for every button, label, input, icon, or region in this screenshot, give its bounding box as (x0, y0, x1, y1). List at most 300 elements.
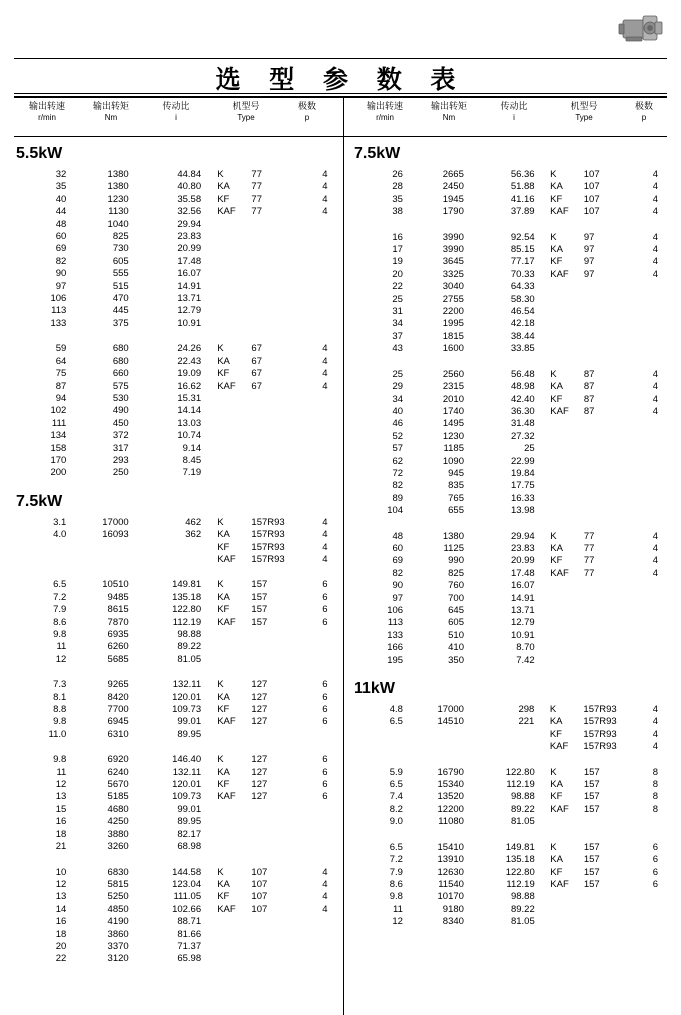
cell-ratio: 27.32 (510, 430, 535, 442)
cell-ratio: 89.22 (177, 641, 202, 653)
cell-type-size (584, 630, 639, 642)
cell-ratio: 135.18 (505, 854, 535, 866)
cell-ratio: 135.18 (172, 591, 202, 603)
cell-type-prefix (217, 654, 251, 666)
cell-ratio: 112.19 (506, 878, 535, 890)
cell-spacer (201, 443, 217, 455)
cell-type-prefix (217, 305, 251, 317)
cell-type-prefix (217, 916, 251, 928)
cell-output-torque: 5670 (107, 779, 129, 791)
cell-type-prefix: KF (550, 866, 563, 878)
cell-output-torque (66, 554, 128, 566)
cell-ratio: 42.40 (510, 393, 535, 405)
cell-type-size (251, 231, 307, 243)
cell-output-speed: 195 (387, 654, 404, 666)
header-right-torque: 输出转矩 Nm (430, 101, 467, 122)
cell-output-speed: 25 (392, 293, 403, 305)
cell-ratio (464, 729, 534, 741)
cell-spacer (201, 368, 217, 380)
cell-pole-count (639, 318, 672, 330)
cell-output-speed: 9.8 (53, 716, 67, 728)
table-row (352, 642, 672, 654)
cell-output-speed: 69 (55, 243, 67, 255)
cell-output-speed: 9.8 (53, 754, 67, 766)
cell-output-speed: 48 (392, 530, 404, 542)
cell-output-torque: 11540 (438, 878, 464, 890)
cell-type-size: 157R93 (251, 529, 285, 541)
cell-spacer (535, 443, 551, 455)
cell-output-torque (403, 729, 464, 741)
cell-type-size (584, 331, 639, 343)
cell-spacer (201, 256, 217, 268)
cell-output-speed: 60 (392, 542, 404, 554)
cell-pole-count: 6 (322, 679, 328, 691)
header-left-type: 机型号 Type (232, 101, 260, 122)
cell-pole-count (639, 605, 672, 617)
table-row (14, 169, 342, 181)
cell-type-prefix (550, 318, 584, 330)
cell-pole-count: 4 (652, 256, 658, 268)
cell-ratio: 64.33 (510, 281, 535, 293)
column-separator (343, 96, 344, 1015)
cell-output-speed: 21 (55, 841, 67, 853)
cell-type-prefix: KAF (217, 716, 236, 728)
cell-output-speed (14, 554, 66, 566)
spec-group (14, 679, 342, 741)
cell-output-torque: 2560 (442, 368, 464, 380)
header-right-type: 机型号 Type (570, 101, 598, 122)
cell-type-size: 107 (583, 206, 600, 218)
cell-type-size (584, 318, 639, 330)
table-row (352, 256, 672, 268)
cell-output-speed: 5.9 (389, 766, 403, 778)
cell-pole-count: 4 (652, 405, 658, 417)
table-row (352, 891, 672, 903)
cell-type-size: 77 (251, 193, 262, 205)
cell-output-speed: 18 (55, 828, 67, 840)
cell-output-speed: 22 (392, 281, 403, 293)
table-row (352, 655, 672, 667)
cell-pole-count: 4 (322, 866, 328, 878)
cell-output-torque (403, 741, 464, 753)
cell-spacer (201, 716, 217, 728)
cell-output-speed: 72 (392, 467, 404, 479)
cell-output-speed: 7.3 (53, 679, 67, 691)
cell-spacer (201, 356, 217, 368)
cell-type-prefix (217, 393, 251, 405)
cell-type-size (251, 654, 307, 666)
cell-spacer (201, 579, 217, 591)
cell-type-size: 157R93 (583, 704, 617, 716)
cell-spacer (535, 493, 551, 505)
cell-output-torque: 3990 (442, 244, 464, 256)
cell-pole-count: 4 (322, 355, 328, 367)
cell-ratio: 16.07 (510, 580, 535, 592)
cell-type-size (251, 393, 307, 405)
cell-output-torque: 3260 (107, 841, 129, 853)
cell-spacer (201, 629, 217, 641)
cell-output-torque: 835 (448, 480, 464, 492)
cell-type-prefix (217, 256, 251, 268)
table-row (352, 281, 672, 293)
cell-pole-count: 4 (652, 268, 658, 280)
cell-pole-count: 4 (652, 567, 658, 579)
cell-ratio: 29.94 (177, 218, 202, 230)
table-row (14, 953, 342, 965)
cell-type-prefix (550, 331, 584, 343)
cell-output-speed: 82 (55, 255, 67, 267)
cell-output-speed: 4.8 (389, 704, 403, 716)
cell-type-size (251, 941, 307, 953)
cell-type-size: 157 (251, 604, 268, 616)
table-row (14, 829, 342, 841)
table-row (14, 318, 342, 330)
table-row (14, 879, 342, 891)
cell-pole-count (308, 405, 342, 417)
cell-output-torque: 1125 (443, 542, 464, 554)
cell-ratio: 89.22 (510, 803, 535, 815)
cell-spacer (201, 231, 217, 243)
table-row (352, 394, 672, 406)
cell-output-torque: 16093 (102, 529, 129, 541)
cell-pole-count: 6 (322, 691, 328, 703)
cell-type-prefix (217, 929, 251, 941)
cell-type-prefix (550, 580, 584, 592)
cell-ratio: 25 (524, 443, 535, 455)
cell-pole-count: 4 (652, 393, 658, 405)
table-row (14, 804, 342, 816)
cell-type-prefix (550, 642, 584, 654)
cell-output-speed: 35 (55, 181, 67, 193)
cell-type-size: 157 (583, 878, 600, 890)
cell-pole-count (308, 641, 342, 653)
cell-pole-count (639, 493, 672, 505)
cell-type-prefix (217, 641, 251, 653)
cell-output-torque: 293 (112, 454, 129, 466)
cell-type-prefix (550, 505, 584, 517)
divider-header-top (14, 96, 667, 98)
cell-output-torque: 1815 (442, 330, 464, 342)
cell-type-size (584, 443, 639, 455)
cell-type-size: 87 (583, 381, 595, 393)
cell-type-prefix (217, 418, 251, 430)
cell-output-speed: 7.4 (389, 791, 403, 803)
cell-output-speed: 16 (55, 816, 67, 828)
cell-type-size: 127 (251, 679, 268, 691)
cell-pole-count: 8 (652, 791, 659, 803)
cell-output-speed: 8.1 (53, 691, 67, 703)
cell-type-size (251, 829, 307, 841)
cell-pole-count: 6 (322, 716, 328, 728)
cell-output-torque: 7870 (107, 616, 129, 628)
table-row (352, 269, 672, 281)
cell-output-torque: 1130 (108, 206, 129, 218)
cell-pole-count (639, 306, 672, 318)
cell-output-torque: 14510 (437, 716, 464, 728)
cell-pole-count: 4 (652, 381, 658, 393)
cell-type-prefix: KA (550, 779, 563, 791)
cell-output-speed: 8.6 (53, 616, 67, 628)
table-row (352, 493, 672, 505)
cell-pole-count: 8 (652, 766, 659, 778)
cell-spacer (535, 605, 551, 617)
cell-output-torque: 9485 (107, 591, 129, 603)
spec-group (352, 842, 672, 929)
cell-output-speed: 20 (55, 940, 67, 952)
cell-type-size: 87 (583, 393, 595, 405)
cell-type-prefix (217, 841, 251, 853)
cell-pole-count: 4 (652, 193, 658, 205)
table-row (14, 716, 342, 728)
cell-spacer (201, 405, 217, 417)
cell-type-prefix (217, 816, 251, 828)
cell-output-torque: 15340 (437, 779, 464, 791)
cell-output-torque: 3880 (107, 828, 129, 840)
cell-ratio: 46.54 (510, 306, 535, 318)
cell-type-size (584, 891, 639, 903)
cell-spacer (201, 754, 217, 766)
cell-output-torque: 450 (112, 417, 129, 429)
cell-type-size (251, 256, 307, 268)
cell-type-prefix (217, 467, 251, 479)
table-row (14, 381, 342, 393)
cell-pole-count: 6 (322, 591, 328, 603)
cell-ratio: 298 (518, 704, 535, 716)
cell-ratio: 362 (185, 529, 202, 541)
cell-spacer (534, 729, 550, 741)
cell-output-torque: 4680 (107, 803, 129, 815)
cell-ratio: 16.07 (177, 268, 202, 280)
cell-spacer (535, 804, 551, 816)
table-row (14, 517, 342, 529)
table-row (352, 294, 672, 306)
cell-type-size: 67 (251, 368, 262, 380)
cell-type-prefix (550, 904, 584, 916)
cell-type-prefix (550, 655, 584, 667)
cell-type-size: 107 (251, 891, 268, 903)
cell-output-torque: 12630 (437, 866, 464, 878)
cell-type-size (251, 629, 307, 641)
cell-ratio: 70.33 (510, 268, 535, 280)
cell-ratio: 85.15 (510, 244, 535, 256)
cell-type-prefix: K (550, 766, 557, 778)
cell-output-torque: 6920 (107, 754, 129, 766)
cell-type-size: 157R93 (583, 716, 617, 728)
table-row (352, 331, 672, 343)
cell-pole-count: 4 (322, 181, 328, 193)
table-row (14, 430, 342, 442)
cell-ratio: 81.66 (177, 928, 202, 940)
cell-output-speed: 12 (55, 779, 67, 791)
cell-type-prefix: KF (550, 791, 563, 803)
table-row (14, 443, 342, 455)
cell-spacer (201, 804, 217, 816)
cell-output-torque: 3370 (107, 940, 129, 952)
cell-ratio: 20.99 (510, 555, 535, 567)
cell-type-prefix: K (550, 169, 557, 180)
table-row (14, 641, 342, 653)
cell-output-speed: 57 (392, 443, 404, 455)
spec-group (14, 754, 342, 853)
cell-pole-count: 4 (322, 169, 328, 180)
table-row (352, 593, 672, 605)
cell-output-speed: 133 (387, 629, 404, 641)
table-row (352, 443, 672, 455)
cell-type-size (584, 468, 639, 480)
cell-pole-count: 4 (322, 380, 328, 392)
cell-pole-count (308, 293, 342, 305)
cell-output-speed: 90 (55, 268, 67, 280)
cell-type-size: 127 (251, 754, 268, 766)
cell-spacer (201, 542, 217, 554)
cell-output-torque: 445 (112, 305, 129, 317)
cell-type-prefix: KF (217, 368, 230, 380)
cell-pole-count: 4 (652, 555, 658, 567)
cell-output-speed: 64 (55, 355, 67, 367)
cell-spacer (535, 206, 551, 218)
cell-spacer (535, 181, 551, 193)
cell-output-torque: 6240 (107, 766, 129, 778)
cell-ratio: 132.11 (172, 766, 202, 778)
cell-type-prefix: KA (217, 591, 230, 603)
cell-ratio: 7.19 (182, 467, 202, 479)
table-row (352, 555, 672, 567)
cell-type-size (584, 418, 639, 430)
cell-ratio: 10.91 (510, 629, 535, 641)
cell-output-torque: 5250 (107, 891, 129, 903)
cell-output-torque: 317 (112, 442, 129, 454)
cell-ratio: 109.73 (172, 704, 202, 716)
cell-output-speed: 94 (55, 392, 67, 404)
cell-output-speed: 9.8 (389, 891, 403, 903)
cell-ratio: 19.84 (510, 467, 535, 479)
cell-output-speed: 26 (392, 169, 403, 180)
cell-type-size (251, 443, 307, 455)
cell-ratio: 22.43 (177, 355, 202, 367)
cell-pole-count: 4 (322, 516, 328, 528)
cell-output-torque: 11080 (438, 816, 464, 828)
cell-type-prefix (550, 480, 584, 492)
cell-spacer (535, 854, 551, 866)
cell-output-speed: 97 (55, 280, 67, 292)
table-row (14, 617, 342, 629)
cell-pole-count: 6 (322, 791, 328, 803)
cell-output-speed: 8.2 (389, 803, 403, 815)
cell-pole-count (308, 231, 342, 243)
cell-pole-count (308, 916, 342, 928)
table-row (352, 568, 672, 580)
cell-ratio: 111.05 (173, 891, 202, 903)
table-row (14, 767, 342, 779)
table-row (14, 243, 342, 255)
cell-output-torque: 605 (112, 255, 129, 267)
spec-group (14, 579, 342, 666)
table-row (14, 692, 342, 704)
cell-output-speed: 9.0 (389, 816, 403, 828)
cell-output-torque: 4850 (107, 903, 129, 915)
cell-output-speed: 59 (55, 343, 67, 355)
cell-pole-count (639, 505, 672, 517)
table-row (14, 704, 342, 716)
cell-type-size: 127 (251, 704, 268, 716)
cell-pole-count: 4 (322, 891, 328, 903)
cell-spacer (201, 617, 217, 629)
cell-spacer (201, 679, 217, 691)
page-title: 选 型 参 数 表 (215, 65, 466, 94)
table-row (352, 181, 672, 193)
table-row (352, 842, 672, 854)
cell-type-prefix: KAF (217, 903, 236, 915)
cell-type-size (251, 418, 307, 430)
cell-ratio: 56.36 (510, 169, 535, 180)
cell-type-prefix (217, 268, 251, 280)
cell-output-torque: 700 (448, 592, 464, 604)
cell-output-torque: 17000 (437, 704, 464, 716)
cell-type-prefix (217, 243, 251, 255)
cell-pole-count: 4 (652, 542, 658, 554)
cell-ratio: 112.19 (172, 616, 202, 628)
cell-spacer (201, 879, 217, 891)
cell-type-prefix: KA (217, 691, 230, 703)
cell-ratio: 14.14 (177, 405, 202, 417)
cell-pole-count (639, 642, 672, 654)
cell-pole-count: 4 (322, 878, 328, 890)
cell-output-speed: 29 (392, 381, 404, 393)
cell-pole-count: 4 (652, 728, 659, 740)
cell-ratio: 8.45 (182, 454, 202, 466)
cell-output-torque: 530 (112, 392, 129, 404)
spec-group (352, 767, 672, 829)
cell-type-prefix (217, 455, 251, 467)
cell-output-speed: 40 (392, 405, 404, 417)
cell-type-prefix: K (550, 530, 557, 542)
left-data-column (14, 145, 342, 979)
cell-type-size (251, 929, 307, 941)
cell-type-prefix (550, 418, 584, 430)
cell-output-speed (14, 542, 66, 554)
cell-spacer (535, 306, 551, 318)
cell-ratio: 82.17 (177, 828, 202, 840)
cell-output-torque: 1090 (442, 455, 464, 467)
cell-output-speed: 46 (392, 418, 404, 430)
cell-ratio: 16.62 (177, 380, 202, 392)
cell-output-speed: 111 (51, 417, 67, 429)
cell-output-torque: 13910 (437, 854, 464, 866)
cell-output-torque: 8615 (107, 604, 129, 616)
table-row (352, 169, 672, 181)
cell-type-size (251, 219, 307, 231)
cell-ratio: 68.98 (177, 841, 202, 853)
table-row (352, 605, 672, 617)
cell-type-size: 77 (583, 567, 595, 579)
cell-type-prefix: KF (217, 891, 230, 903)
cell-spacer (535, 394, 551, 406)
cell-type-prefix: KAF (550, 567, 569, 579)
table-row (352, 804, 672, 816)
table-row (352, 431, 672, 443)
cell-type-size: 77 (251, 169, 262, 180)
table-row (14, 916, 342, 928)
cell-type-prefix (217, 430, 251, 442)
cell-pole-count (308, 816, 342, 828)
table-row (352, 505, 672, 517)
cell-type-size: 127 (251, 766, 268, 778)
cell-output-speed: 90 (392, 580, 404, 592)
table-row (352, 791, 672, 803)
cell-ratio: 122.80 (172, 604, 202, 616)
cell-type-prefix (550, 630, 584, 642)
cell-pole-count (639, 443, 672, 455)
